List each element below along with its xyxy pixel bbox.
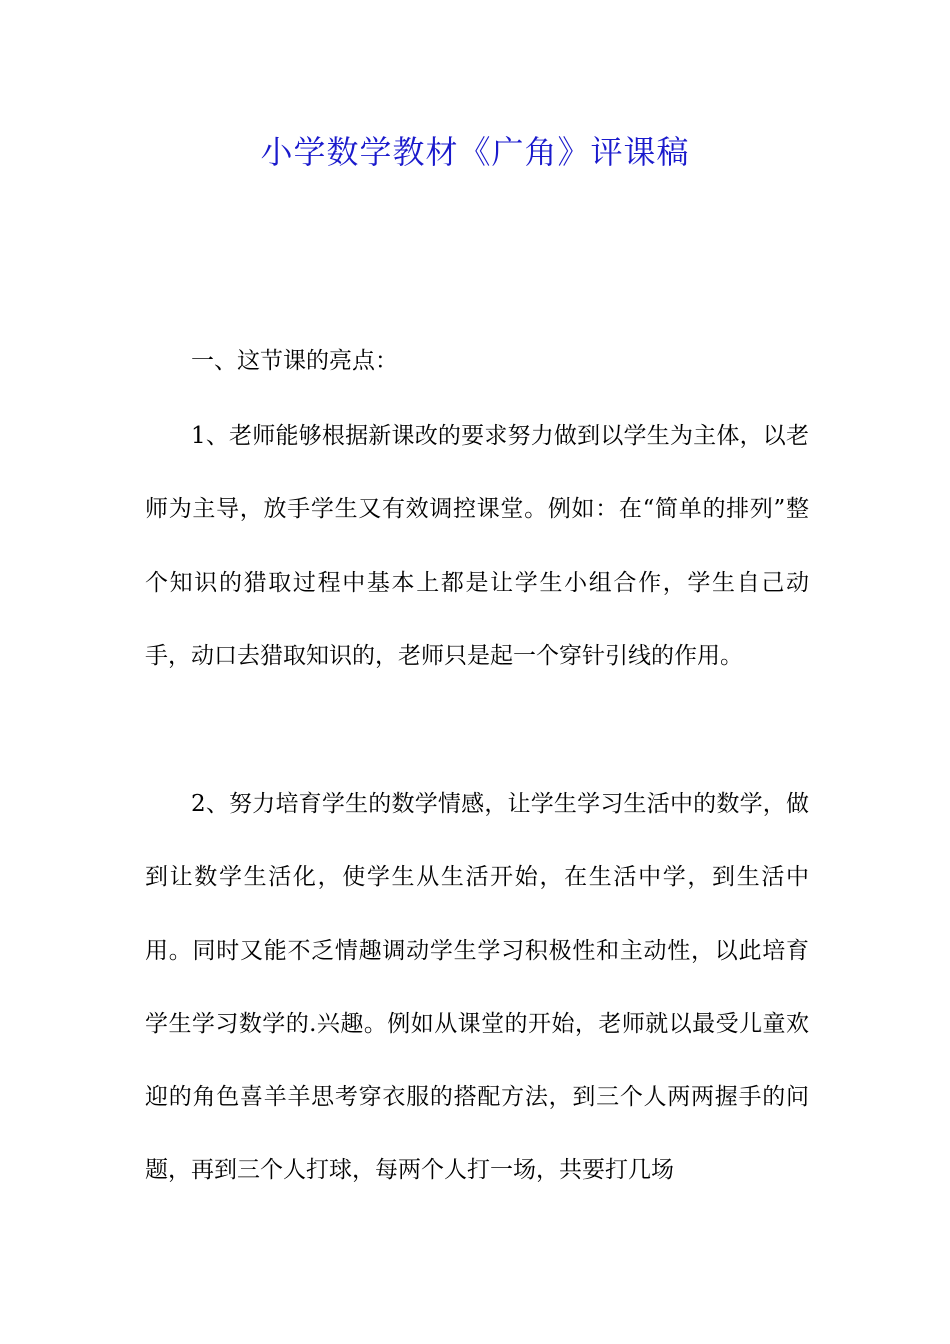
paragraph-1-container: [145, 400, 809, 693]
paragraph-2: 2、努力培育学生的数学情感，让学生学习生活中的数学，做到让数学生活化，使学生从生活开始，在生活中学，到生活中用。同时又能不乏情趣调动学生学习积极性和主动性，以此培育学生学习数学的.兴趣。例如从课堂的开始，老师就以最受儿童欢迎的角色喜羊羊思考穿衣服的搭配方法，到三个人两两握手的问题，再到三个人打球，每两个人打一场，共要打几场: [145, 791, 809, 1184]
paragraph-2-container: [145, 768, 809, 1208]
section-heading: 一、这节课的亮点：: [191, 348, 398, 374]
document-title: 小学数学教材《广角》评课稿: [260, 133, 690, 171]
paragraph-1: 1、老师能够根据新课改的要求努力做到以学生为主体，以老师为主导，放手学生又有效调控课堂。例如：在“简单的排列”整个知识的猎取过程中基本上都是让学生小组合作，学生自己动手，动口去猎取知识的，老师只是起一个穿针引线的作用。: [145, 423, 809, 669]
